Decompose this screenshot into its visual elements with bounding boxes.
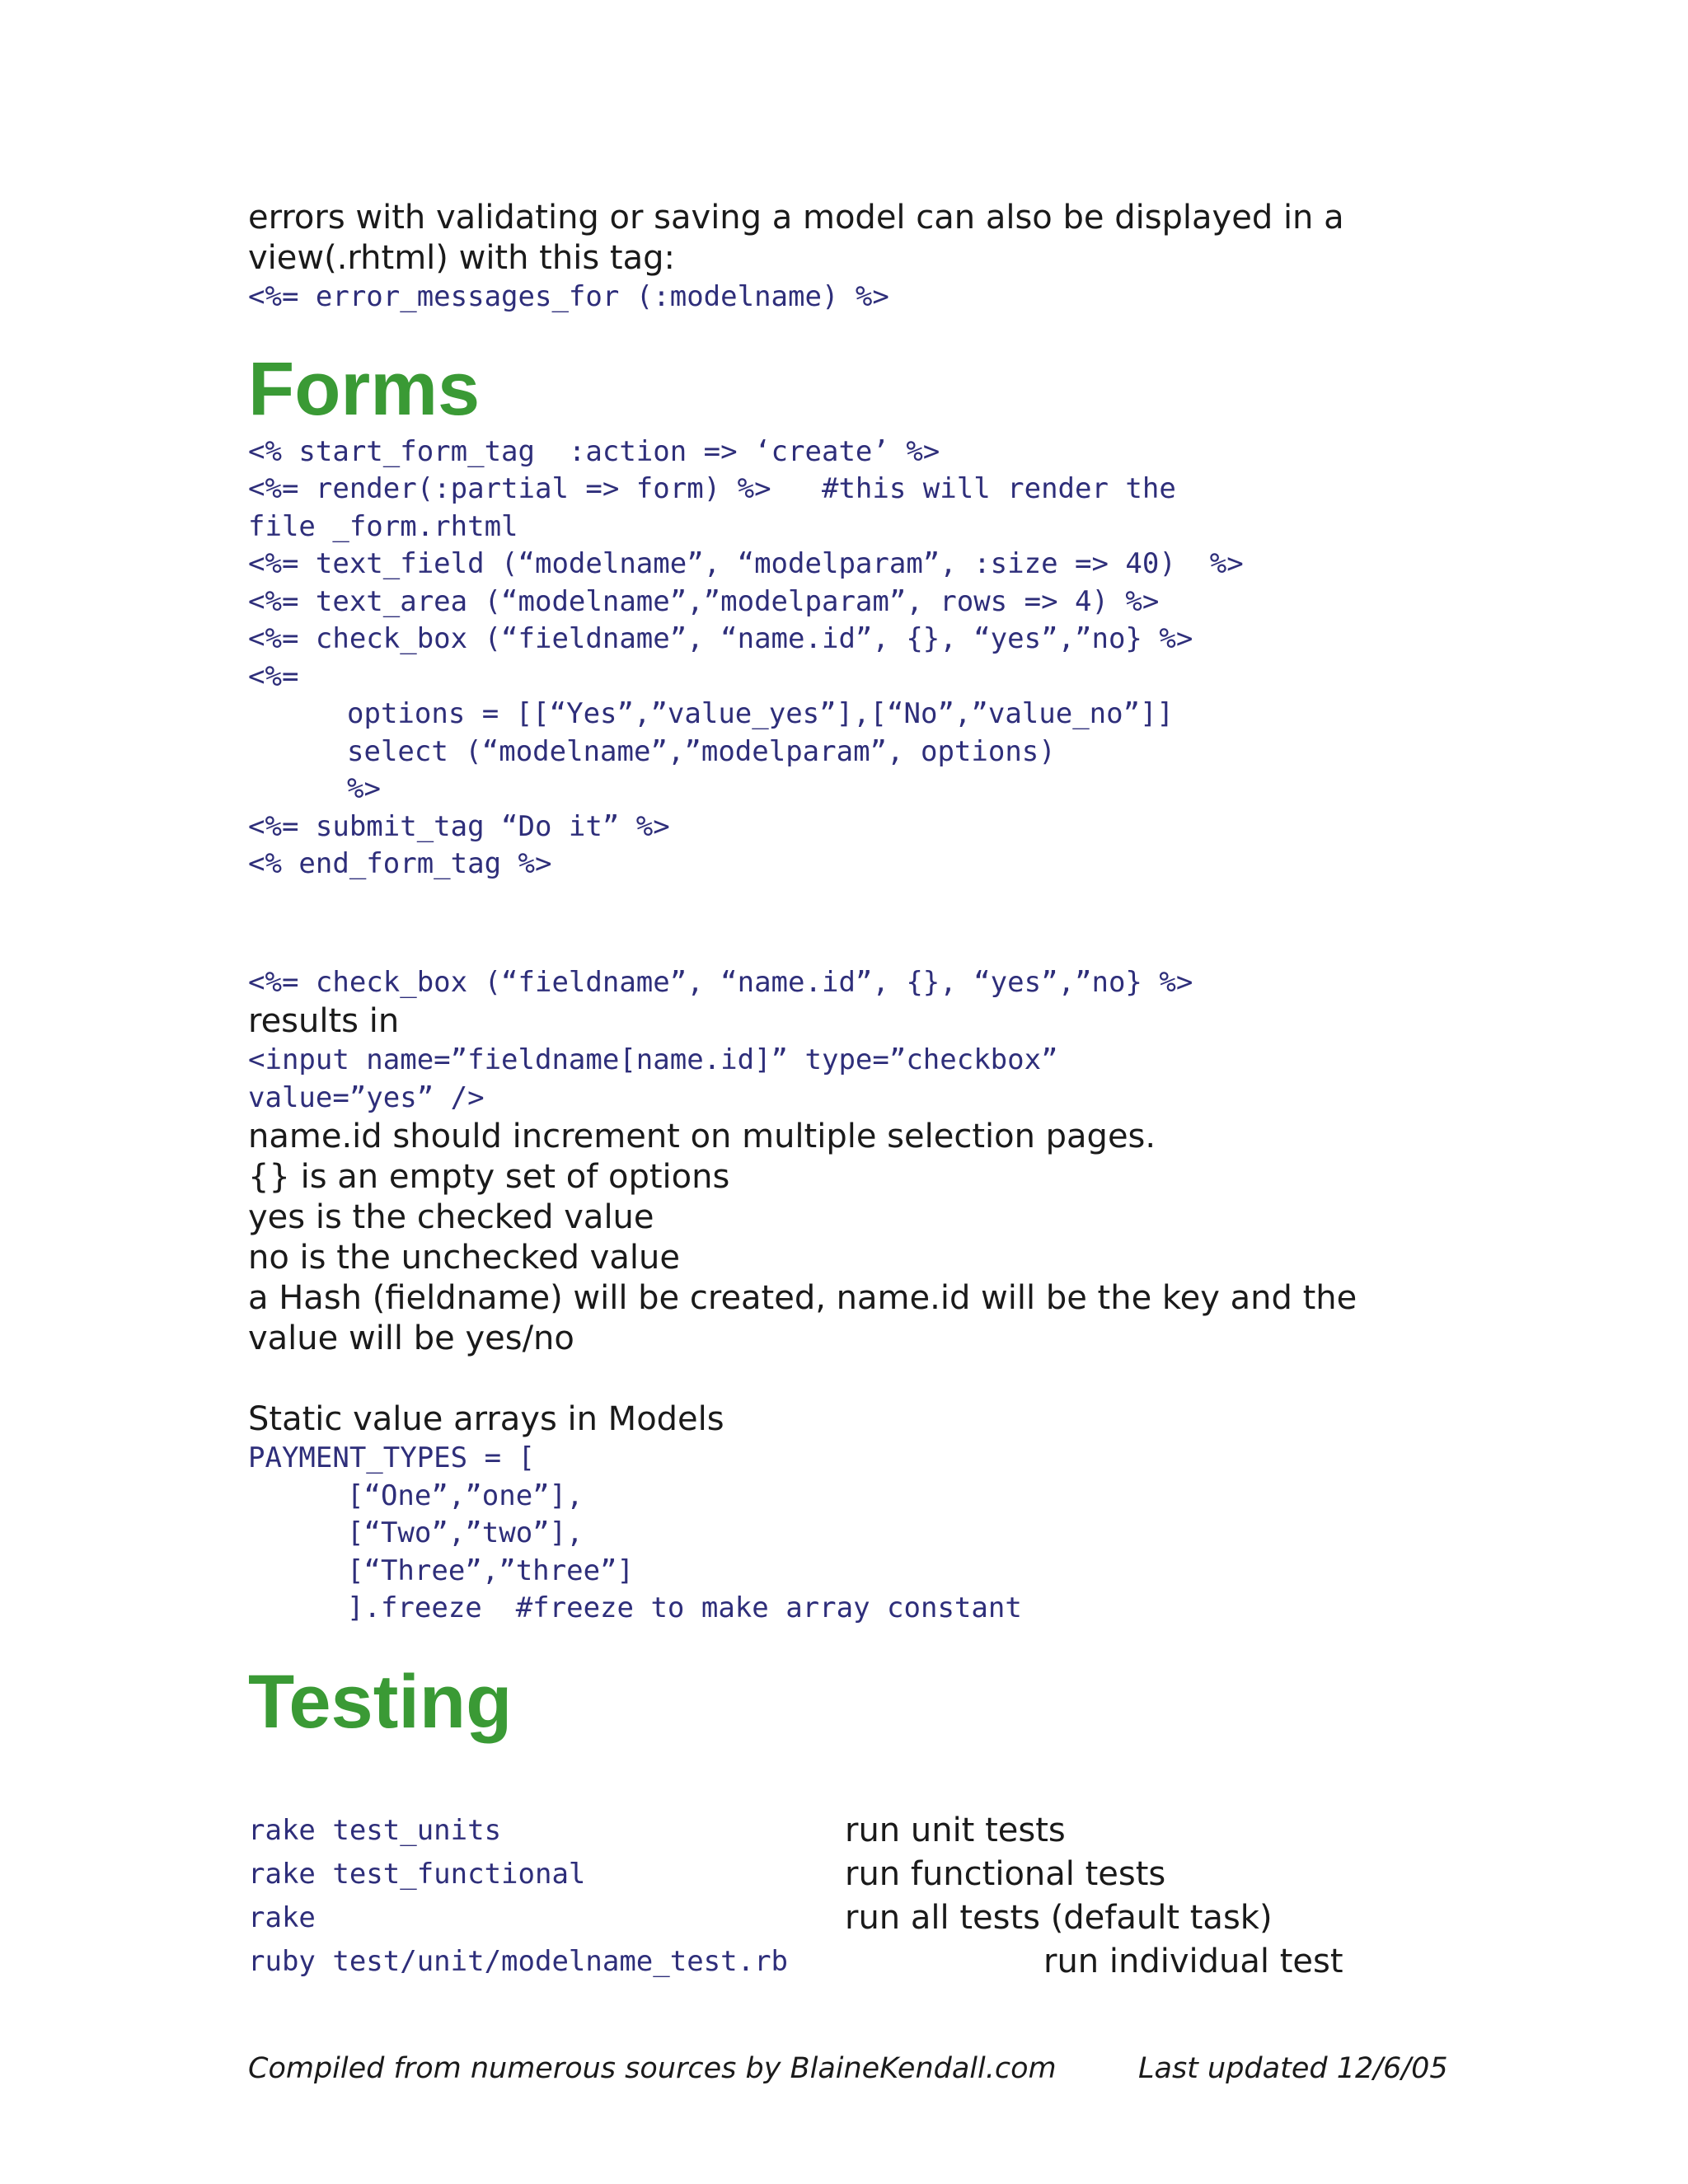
forms-code-indented-line: %> bbox=[347, 772, 381, 805]
result-code-line: <input name=”fieldname[name.id]” type=”checkbox” bbox=[248, 1043, 1058, 1076]
forms-code-indented-line: options = [[“Yes”,”value_yes”],[“No”,”value_no”]] bbox=[347, 697, 1175, 730]
static-arrays-code-indented-line: ].freeze #freeze to make array constant bbox=[347, 1591, 1022, 1624]
test-description: run unit tests bbox=[845, 1811, 1066, 1849]
static-arrays-code-line: PAYMENT_TYPES = [ bbox=[248, 1441, 535, 1474]
footer-last-updated: Last updated 12/6/05 bbox=[1138, 2052, 1448, 2085]
table-row bbox=[248, 1896, 1484, 1940]
checkbox-note: a Hash (fieldname) will be created, name.id will be the key and the bbox=[248, 1279, 1357, 1317]
forms-code-line: <%= text_field (“modelname”, “modelparam”, :size => 40) %> bbox=[248, 547, 1244, 580]
forms-code-line: <%= bbox=[248, 659, 299, 693]
static-arrays-title: Static value arrays in Models bbox=[248, 1400, 724, 1438]
table-row bbox=[248, 1853, 1484, 1896]
table-row bbox=[248, 1809, 1484, 1853]
forms-code-line: <%= submit_tag “Do it” %> bbox=[248, 809, 670, 843]
checkbox-code: <%= check_box (“fieldname”, “name.id”, {}, “yes”,”no} %> bbox=[248, 965, 1193, 999]
test-command: ruby test/unit/modelname_test.rb bbox=[248, 1945, 789, 1978]
document-page bbox=[248, 198, 1484, 1743]
results-in-label: results in bbox=[248, 1002, 400, 1040]
result-code-line: value=”yes” /> bbox=[248, 1080, 485, 1114]
forms-code-line: <% end_form_tag %> bbox=[248, 847, 552, 880]
checkbox-note: {} is an empty set of options bbox=[248, 1158, 730, 1196]
test-description: run individual test bbox=[1043, 1943, 1343, 1980]
forms-code-indented-line: select (“modelname”,”modelparam”, options) bbox=[347, 734, 1056, 768]
forms-heading: Forms bbox=[248, 346, 481, 431]
intro-code: <%= error_messages_for (:modelname) %> bbox=[248, 280, 889, 313]
checkbox-note: no is the unchecked value bbox=[248, 1239, 680, 1277]
static-arrays-code-indented-line: [“Three”,”three”] bbox=[347, 1554, 634, 1587]
test-description: run all tests (default task) bbox=[845, 1899, 1273, 1937]
table-row bbox=[248, 1940, 1484, 1984]
checkbox-note: name.id should increment on multiple selection pages. bbox=[248, 1118, 1156, 1155]
checkbox-note: yes is the checked value bbox=[248, 1198, 654, 1236]
intro-text-line-2: view(.rhtml) with this tag: bbox=[248, 239, 675, 277]
test-command: rake test_functional bbox=[248, 1858, 586, 1891]
forms-code-line: <% start_form_tag :action => ‘create’ %> bbox=[248, 434, 940, 468]
test-description: run functional tests bbox=[845, 1855, 1166, 1893]
forms-code-line: file _form.rhtml bbox=[248, 509, 518, 543]
footer-compiled-by: Compiled from numerous sources by BlaineKendall.com bbox=[248, 2052, 1057, 2085]
checkbox-note: value will be yes/no bbox=[248, 1319, 574, 1357]
forms-code-line: <%= text_area (“modelname”,”modelparam”, rows => 4) %> bbox=[248, 584, 1160, 618]
forms-code-line: <%= render(:partial => form) %> #this will render the bbox=[248, 472, 1176, 505]
testing-commands-table bbox=[248, 1809, 1484, 1984]
intro-text-line-1: errors with validating or saving a model can also be displayed in a bbox=[248, 199, 1344, 237]
static-arrays-code-indented-line: [“Two”,”two”], bbox=[347, 1516, 584, 1549]
test-command: rake test_units bbox=[248, 1814, 502, 1847]
static-arrays-code-indented-line: [“One”,”one”], bbox=[347, 1479, 584, 1512]
testing-heading: Testing bbox=[248, 1659, 513, 1744]
test-command: rake bbox=[248, 1901, 316, 1934]
forms-code-line: <%= check_box (“fieldname”, “name.id”, {}, “yes”,”no} %> bbox=[248, 622, 1193, 655]
